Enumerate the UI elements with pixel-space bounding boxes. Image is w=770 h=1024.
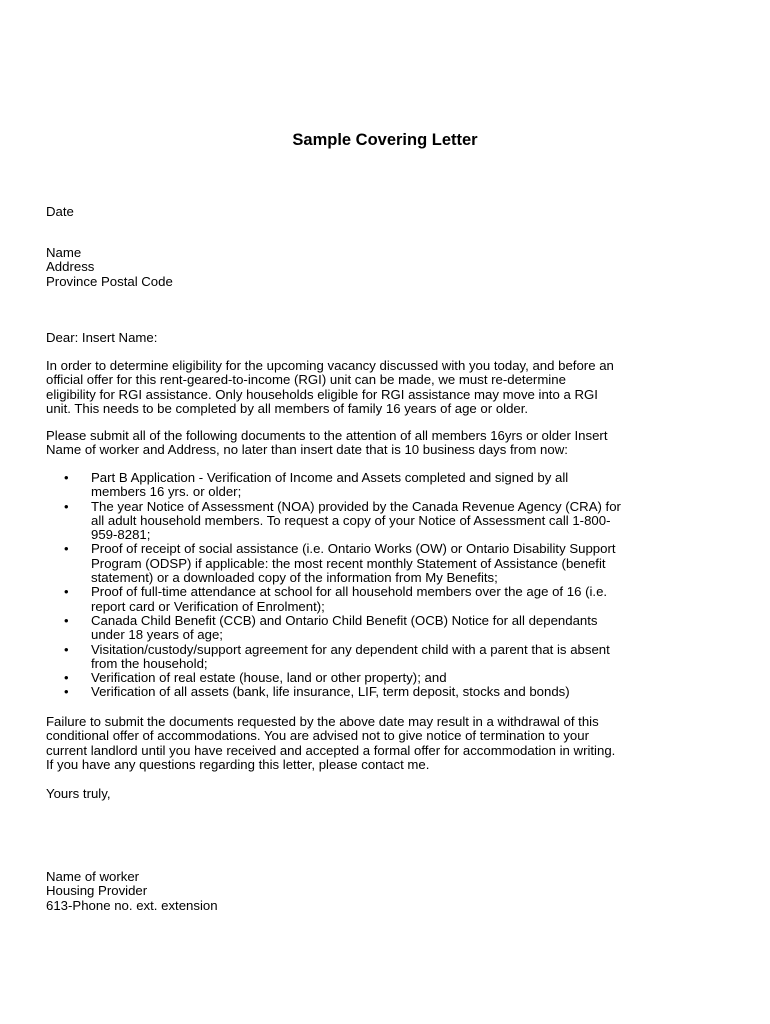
paragraph-line: Name of worker and Address, no later than insert date that is 10 business days from now: [46, 442, 568, 458]
list-item [0, 471, 770, 500]
closing [46, 787, 111, 801]
paragraph-line: If you have any questions regarding this letter, please contact me. [46, 756, 430, 772]
signature-block [46, 870, 218, 913]
paragraph-submit-documents [46, 429, 608, 458]
recipient-address: Address [46, 259, 95, 275]
paragraph-line: official offer for this rent-geared-to-income (RGI) unit can be made, we must re-determine [46, 372, 566, 388]
bullet-icon: • [64, 641, 69, 657]
bullet-icon: • [64, 684, 69, 700]
list-item-line: The year Notice of Assessment (NOA) provided by the Canada Revenue Agency (CRA) for [91, 498, 621, 514]
page-title: Sample Covering Letter [292, 131, 478, 149]
list-item-line: report card or Verification of Enrolment); [91, 598, 325, 614]
list-item-line: from the household; [91, 655, 208, 671]
list-item [0, 585, 770, 614]
paragraph-eligibility [46, 359, 614, 416]
document-list [0, 471, 770, 700]
closing-text: Yours truly, [46, 786, 111, 801]
bullet-icon: • [64, 612, 69, 628]
list-item [0, 685, 770, 699]
list-item-line: Part B Application - Verification of Income and Assets completed and signed by all [91, 470, 569, 485]
list-item-line: Program (ODSP) if applicable: the most recent monthly Statement of Assistance (benefit [91, 555, 606, 571]
paragraph-line: In order to determine eligibility for the upcoming vacancy discussed with you today, and before an [46, 358, 614, 373]
bullet-icon: • [64, 670, 69, 686]
bullet-icon: • [64, 541, 69, 557]
list-item-line: Canada Child Benefit (CCB) and Ontario Child Benefit (OCB) Notice for all dependants [91, 612, 598, 628]
list-item [0, 643, 770, 672]
recipient-address-block [46, 246, 173, 289]
list-item [0, 542, 770, 585]
signature-worker: Name of worker [46, 869, 140, 884]
list-item-line: members 16 yrs. or older; [91, 484, 242, 500]
signature-phone: 613-Phone no. ext. extension [46, 897, 218, 913]
recipient-name: Name [46, 245, 82, 260]
salutation [46, 331, 157, 345]
list-item-line: statement) or a downloaded copy of the information from My Benefits; [91, 570, 498, 586]
list-item-line: Proof of full-time attendance at school for all household members over the age of 16 (i.e. [91, 584, 608, 600]
paragraph-line: Please submit all of the following documents to the attention of all members 16yrs or older Insert [46, 428, 608, 443]
list-item [0, 500, 770, 543]
list-item-line: 959-8281; [91, 527, 151, 543]
paragraph-line: unit. This needs to be completed by all members of family 16 years of age or older. [46, 400, 529, 416]
bullet-icon: • [64, 470, 69, 485]
paragraph-line: current landlord until you have received and accepted a formal offer for accommodation in writing. [46, 742, 616, 758]
date-line [46, 205, 74, 219]
list-item [0, 614, 770, 643]
salutation-text: Dear: Insert Name: [46, 330, 158, 345]
recipient-province: Province Postal Code [46, 273, 173, 289]
date-text: Date [46, 204, 74, 219]
list-item-line: under 18 years of age; [91, 627, 223, 643]
list-item-line: Verification of real estate (house, land or other property); and [91, 670, 447, 686]
list-item-line: Visitation/custody/support agreement for any dependent child with a parent that is absent [91, 641, 610, 657]
list-item [0, 671, 770, 685]
signature-provider: Housing Provider [46, 883, 148, 899]
list-item-line: all adult household members. To request a copy of your Notice of Assessment call 1-800- [91, 512, 611, 528]
paragraph-line: eligibility for RGI assistance. Only households eligible for RGI assistance may move into a RGI [46, 386, 598, 402]
list-item-line: Proof of receipt of social assistance (i.e. Ontario Works (OW) or Ontario Disability Support [91, 541, 616, 557]
bullet-icon: • [64, 584, 69, 600]
paragraph-line: Failure to submit the documents requested by the above date may result in a withdrawal of this [46, 714, 599, 729]
bullet-icon: • [64, 498, 69, 514]
list-item-line: Verification of all assets (bank, life insurance, LIF, term deposit, stocks and bonds) [91, 684, 570, 700]
paragraph-failure-notice [46, 715, 615, 772]
paragraph-line: conditional offer of accommodations. You are advised not to give notice of termination to your [46, 728, 589, 744]
